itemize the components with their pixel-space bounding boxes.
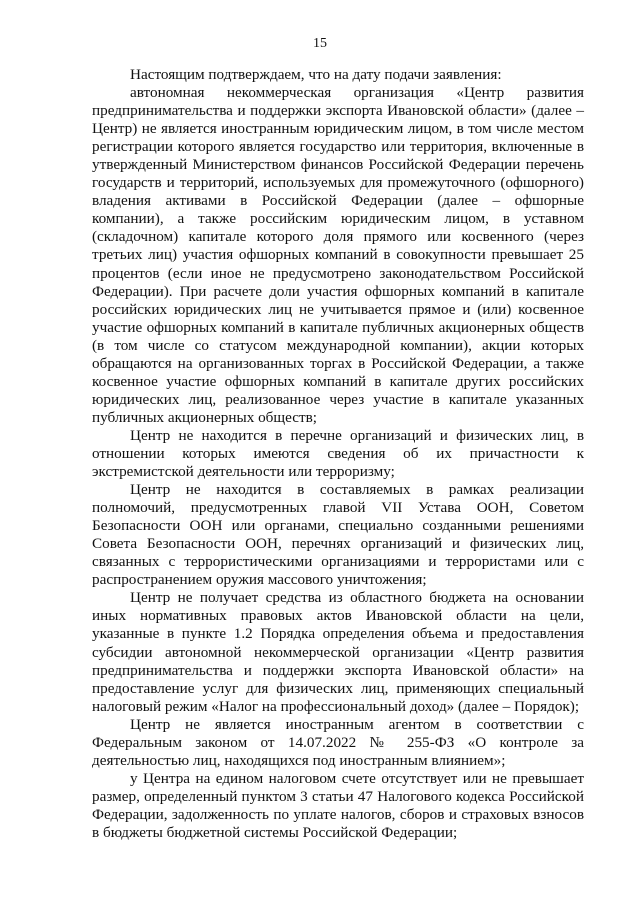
paragraph-intro: Настоящим подтверждаем, что на дату подачи заявления:: [130, 66, 502, 83]
page-number: 15: [313, 36, 327, 51]
paragraph-tax-debt: у Центра на едином налоговом счете отсутствует или не превышает размер, определенный пунктом 3 статьи 47 Налогового кодекса Российской Федерации, задолженность по уплате налогов, сборов и страховых взносов в бюджеты бюджетной системы Российской Федерации;: [92, 769, 584, 841]
paragraph-extremism-list: Центр не находится в перечне организаций и физических лиц, в отношении которых имеются сведения об их причастности к экстремистской деятельности или терроризму;: [92, 426, 584, 481]
paragraph-regional-budget: Центр не получает средства из областного бюджета на основании иных нормативных правовых актов Ивановской области на цели, указанные в пункте 1.2 Порядка определения объема и предоставления субсидии автономной некоммерческой организации «Центр развития предпринимательства и поддержки экспорта Ивановской области» на предоставление услуг для физических лиц, применяющих специальный налоговый режим «Налог на профессиональный доход» (далее – Порядок);: [92, 589, 584, 715]
document-body: [92, 66, 584, 842]
paragraph-un-lists: Центр не находится в составляемых в рамках реализации полномочий, предусмотренных главой VII Устава ООН, Советом Безопасности ООН или органами, специально созданными решениями Совета Безопасности ООН, перечнях организаций и физических лиц, связанных с террористическими организациями и террористами или с распространением оружия массового уничтожения;: [92, 481, 584, 589]
paragraph-foreign-agent: Центр не является иностранным агентом в соответствии с Федеральным законом от 14.07.2022 № 255-ФЗ «О контроле за деятельностью лиц, находящихся под иностранным влиянием»;: [92, 715, 584, 769]
paragraph-offshore-status: автономная некоммерческая организация «Центр развития предпринимательства и поддержки экспорта Ивановской области» (далее – Центр) не является иностранным юридическим лицом, в том числе местом регистрации которого является государство или территория, включенные в утвержденный Министерством финансов Российской Федерации перечень государств и территорий, используемых для промежуточного (офшорного) владения активами в Российской Федерации (далее – офшорные компании), а также российским юридическим лицом, в уставном (складочном) капитале которого доля прямого или косвенного (через третьих лиц) участия офшорных компаний в совокупности превышает 25 процентов (если иное не предусмотрено законодательством Российской Федерации). При расчете доли участия офшорных компаний в капитале российских юридических лиц не учитывается прямое и (или) косвенное участие офшорных компаний в капитале публичных акционерных обществ (в том числе со статусом международной компании), акции которых обращаются на организованных торгах в Российской Федерации, а также косвенное участие офшорных компаний в капитале других российских юридических лиц, реализованное через участие в капитале указанных публичных акционерных обществ;: [92, 84, 584, 426]
